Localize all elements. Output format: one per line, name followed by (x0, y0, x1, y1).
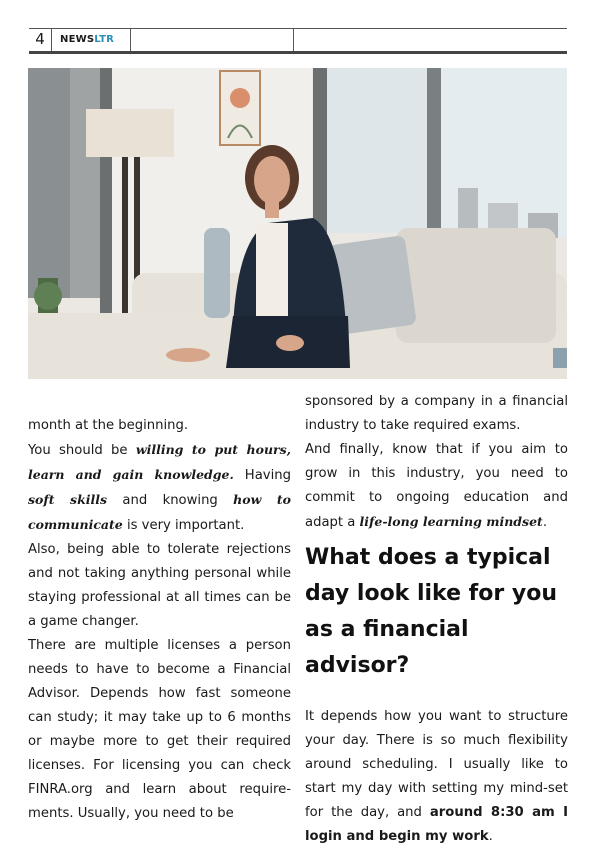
paragraph (305, 705, 568, 849)
text-run: is very important. (122, 518, 245, 533)
left-column (28, 414, 291, 826)
paragraph: There are multiple licenses a person needs to have to become a Financial Advisor. Depends how fast someone can study; it may take up to 6 months or maybe more to get their required licenses. For licensing you can check FINRA.org and learn about require-ments. Usually, you need to be (28, 638, 291, 821)
right-column (305, 390, 568, 849)
brand-label (52, 29, 131, 51)
emphasis-text: life-long learning mindset (359, 514, 543, 529)
text-run: Having (233, 468, 292, 483)
bold-text: around 8:30 am I login and begin my work (305, 805, 568, 844)
portrait-photo (28, 68, 567, 379)
page-header (29, 28, 567, 54)
header-empty-cell (131, 29, 294, 51)
text-run: And finally, know that if you aim to grow in this industry, you need to commit to ongoing education and adapt a (305, 442, 568, 530)
text-run: . (488, 829, 493, 844)
portrait-illustration (28, 68, 567, 379)
text-run: It depends how you want to structure your day. There is so much flexibility around scheduling. I usually like to start my day with setting my mind-set for the day, and (305, 709, 568, 820)
header-empty-cell (294, 29, 456, 51)
emphasis-text: how to communicate (28, 492, 291, 532)
emphasis-text: willing to put hours, learn and gain knowledge. (28, 442, 292, 482)
page-number: 4 (29, 29, 52, 51)
paragraph (305, 438, 568, 535)
text-run: and knowing (107, 493, 234, 508)
paragraph: Also, being able to tolerate rejections and not taking anything personal while staying professional at all times can be a game changer. (28, 542, 291, 629)
text-run: You should be (28, 443, 136, 458)
section-heading: What does a typical day look like for you as a financial advisor? (305, 545, 557, 678)
paragraph: month at the beginning. (28, 418, 189, 433)
paragraph: sponsored by a company in a financial industry to take required exams. (305, 394, 568, 433)
brand-part-a: NEWS (60, 34, 95, 45)
paragraph (28, 438, 291, 538)
brand-part-b: LTR (94, 34, 115, 45)
text-run: . (542, 515, 548, 530)
emphasis-text: soft skills (28, 492, 108, 507)
